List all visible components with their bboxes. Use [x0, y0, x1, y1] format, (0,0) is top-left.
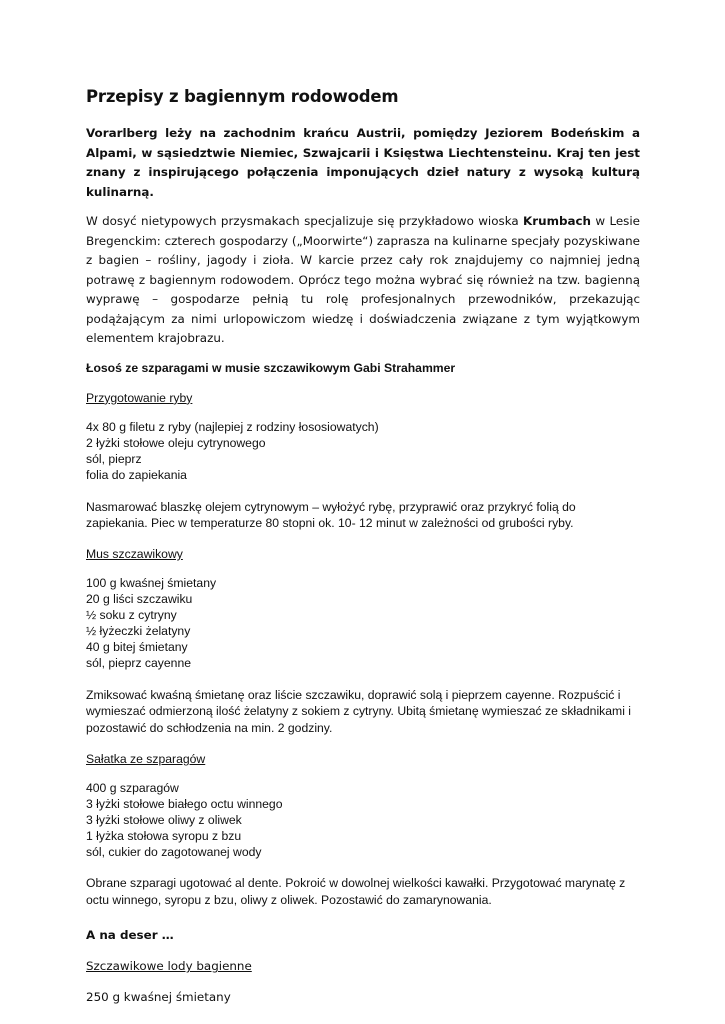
- body-paragraph: [86, 212, 640, 349]
- dessert-title: A na deser …: [86, 928, 174, 943]
- document-page: [86, 86, 640, 1006]
- ingredient-item: folia do zapiekania: [86, 467, 187, 482]
- intro-paragraph: Vorarlberg leży na zachodnim krańcu Austrii, pomiędzy Jeziorem Bodeńskim a Alpami, w sąsiedztwie Niemiec, Szwajcarii i Księstwa Liechtensteinu. Kraj ten jest znany z inspirującego połączenia imponujących dzieł natury z wysoką kulturą kulinarną.: [86, 126, 640, 199]
- ingredient-list: [86, 576, 640, 671]
- ingredient-item: 4x 80 g filetu z ryby (najlepiej z rodziny łososiowatych): [86, 419, 379, 434]
- ingredient-item: sól, cukier do zagotowanej wody: [86, 844, 262, 859]
- ingredient-item: ½ soku z cytryny: [86, 607, 177, 622]
- ingredient-item: 2 łyżki stołowe oleju cytrynowego: [86, 435, 266, 450]
- instructions: Obrane szparagi ugotować al dente. Pokroić w dowolnej wielkości kawałki. Przygotować marynatę z octu winnego, syropu z bzu, oliwy z oliwek. Pozostawić do zamarynowania.: [86, 876, 626, 908]
- ingredient-item: sól, pieprz cayenne: [86, 655, 192, 670]
- page-title: Przepisy z bagiennym rodowodem: [86, 87, 399, 106]
- recipe-title: Łosoś ze szparagami w musie szczawikowym Gabi Strahammer: [86, 360, 456, 375]
- dessert-heading: Szczawikowe lody bagienne: [86, 959, 252, 974]
- ingredient-item: 250 g kwaśnej śmietany: [86, 990, 231, 1005]
- instructions: Zmiksować kwaśną śmietanę oraz liście szczawiku, doprawić solą i pieprzem cayenne. Rozpuścić i wymieszać odmierzoną ilość żelatyny z sokiem z cytryny. Ubitą śmietanę wymieszać ze składnikami i pozostawić do schłodzenia na min. 2 godziny.: [86, 687, 631, 736]
- ingredient-item: 20 g liści szczawiku: [86, 592, 193, 606]
- ingredient-item: 3 łyżki stołowe oliwy z oliwek: [86, 812, 242, 827]
- section-heading: Sałatka ze szparagów: [86, 751, 206, 766]
- paragraph-highlight: Krumbach: [523, 214, 592, 229]
- ingredient-item: 1 łyżka stołowa syropu z bzu: [86, 828, 242, 843]
- ingredient-item: sól, pieprz: [86, 451, 142, 466]
- ingredient-item: ½ łyżeczki żelatyny: [86, 623, 191, 638]
- paragraph-text-start: W dosyć nietypowych przysmakach specjalizuje się przykładowo wioska: [86, 214, 524, 229]
- ingredient-item: 100 g kwaśnej śmietany: [86, 576, 217, 591]
- instructions: Nasmarować blaszkę olejem cytrynowym – wyłożyć rybę, przyprawić oraz przykryć folią do zapiekania. Piec w temperaturze 80 stopni ok. 10- 12 minut w zależności od grubości ryby.: [86, 499, 576, 531]
- ingredient-item: 3 łyżki stołowe białego octu winnego: [86, 796, 283, 811]
- ingredient-list: [86, 781, 640, 861]
- section-heading: Przygotowanie ryby: [86, 390, 193, 405]
- section-heading: Mus szczawikowy: [86, 547, 183, 562]
- paragraph-text-end: w Lesie Bregenckim: czterech gospodarzy („Moorwirte“) zaprasza na kulinarne specjały pozyskiwane z bagien – rośliny, jagody i zioła. W karcie przez cały rok znajdujemy co najmniej jedną potrawę z bagiennym rodowodem. Oprócz tego można wybrać się również na tzw. bagienną wyprawę – gospodarze pełnią tu rolę profesjonalnych przewodników, przekazując podążającym za nimi urlopowiczom wiedzę i doświadczenia związane z tym wyjątkowym elementem krajobrazu.: [86, 214, 640, 346]
- ingredient-list: [86, 420, 640, 484]
- ingredient-item: 400 g szparagów: [86, 780, 179, 795]
- ingredient-item: 40 g bitej śmietany: [86, 639, 188, 654]
